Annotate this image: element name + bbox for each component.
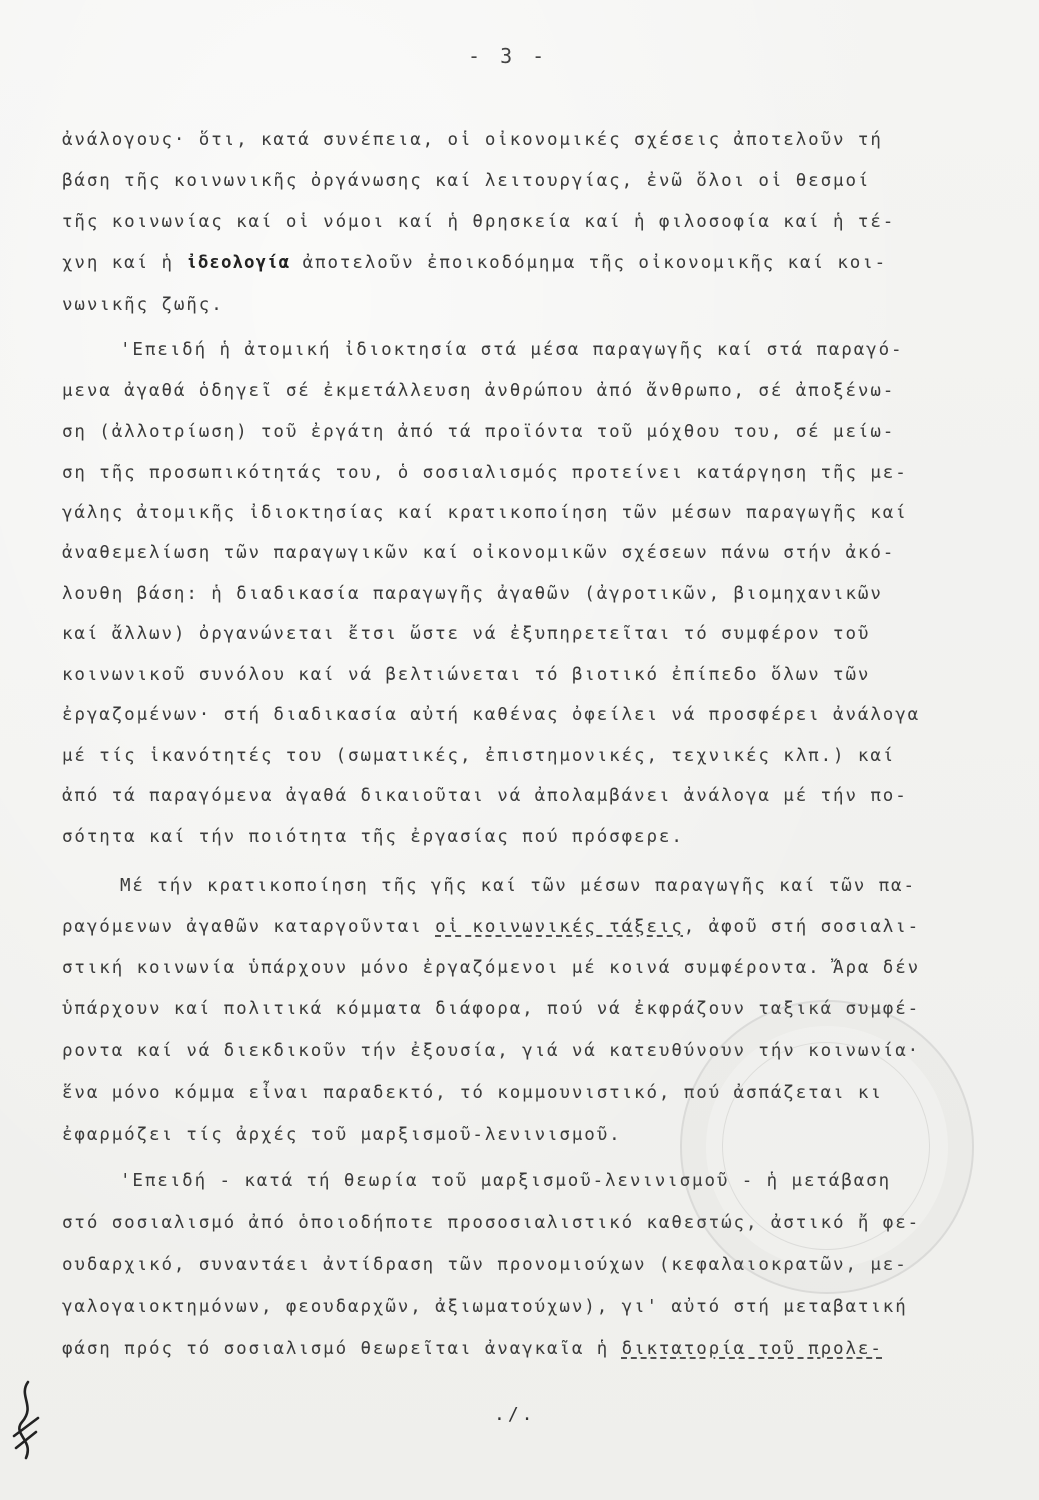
margin-handwritten-mark xyxy=(8,1378,44,1468)
text-line-3: τῆς κοινωνίας καί οἱ νόμοι καί ἡ θρησκεία καί ἡ φιλοσοφία καί ἡ τέ- xyxy=(62,212,896,232)
text-line-25: ἐφαρμόζει τίς ἀρχές τοῦ μαρξισμοῦ-λενινισμοῦ. xyxy=(62,1125,622,1145)
text-line-6: 'Επειδή ἡ ἀτομική ἰδιοκτησία στά μέσα παραγωγῆς καί στά παραγό- xyxy=(120,340,904,360)
text-line-5: νωνικῆς ζωῆς. xyxy=(62,295,224,315)
text-line-10: γάλης ἀτομικῆς ἰδιοκτησίας καί κρατικοποίηση τῶν μέσων παραγωγῆς καί xyxy=(62,503,908,523)
faded-stamp xyxy=(680,1000,974,1294)
line-4-rest: ἀποτελοῦν ἐποικοδόμημα τῆς οἰκονομικῆς καί κοι- xyxy=(302,253,888,273)
text-line-15: ἐργαζομένων· στή διαδικασία αὐτή καθένας ὀφείλει νά προσφέρει ἀνάλογα xyxy=(62,705,921,725)
text-line-24: ἕνα μόνο κόμμα εἶναι παραδεκτό, τό κομμουνιστικό, πού ἀσπάζεται κι xyxy=(62,1083,883,1103)
page-number: - 3 - xyxy=(468,44,549,68)
text-line-16: μέ τίς ἱκανότητές του (σωματικές, ἐπιστημονικές, τεχνικές κλπ.) καί xyxy=(62,746,896,766)
underlined-social-classes: οἱ κοινωνικές τάξεις xyxy=(435,917,684,937)
text-line-23: ροντα καί νά διεκδικοῦν τήν ἐξουσία, γιά νά κατευθύνουν τήν κοινωνία· xyxy=(62,1041,921,1061)
text-line-28: ουδαρχικό, συναντάει ἀντίδραση τῶν προνομιούχων (κεφαλαιοκρατῶν, με- xyxy=(62,1255,908,1275)
text-line-22: ὑπάρχουν καί πολιτικά κόμματα διάφορα, πού νά ἐκφράζουν ταξικά συμφέ- xyxy=(62,999,921,1019)
text-line-17: ἀπό τά παραγόμενα ἀγαθά δικαιοῦται νά ἀπολαμβάνει ἀνάλογα μέ τήν πο- xyxy=(62,786,908,806)
text-line-20 xyxy=(62,917,920,937)
line-4-prefix: χνη καί ἡ xyxy=(62,253,187,273)
faded-stamp-inner-ring xyxy=(722,1042,930,1250)
text-line-18: σότητα καί τήν ποιότητα τῆς ἐργασίας πού πρόσφερε. xyxy=(62,827,684,847)
text-line-12: λουθη βάση: ἡ διαδικασία παραγωγῆς ἀγαθῶν (ἀγροτικῶν, βιομηχανικῶν xyxy=(62,584,883,604)
bold-term-ideologia: ἰδεολογία xyxy=(186,253,291,273)
text-line-7: μενα ἀγαθά ὁδηγεῖ σέ ἐκμετάλλευση ἀνθρώπου ἀπό ἄνθρωπο, σέ ἀποξένω- xyxy=(62,381,896,401)
text-line-26: 'Επειδή - κατά τή θεωρία τοῦ μαρξισμοῦ-λενινισμοῦ - ἡ μετάβαση xyxy=(120,1171,892,1191)
text-line-27: στό σοσιαλισμό ἀπό ὁποιοδήποτε προσοσιαλιστικό καθεστώς, ἀστικό ἤ φε- xyxy=(62,1213,921,1233)
text-line-13: καί ἄλλων) ὀργανώνεται ἔτσι ὥστε νά ἐξυπηρετεῖται τό συμφέρον τοῦ xyxy=(62,624,871,644)
text-line-19: Μέ τήν κρατικοποίηση τῆς γῆς καί τῶν μέσων παραγωγῆς καί τῶν πα- xyxy=(120,876,916,896)
line-20-rest: , ἀφοῦ στή σοσιαλι- xyxy=(683,917,921,937)
line-30-prefix: φάση πρός τό σοσιαλισμό θεωρεῖται ἀναγκαῖα ἡ xyxy=(62,1339,622,1359)
text-line-11: ἀναθεμελίωση τῶν παραγωγικῶν καί οἰκονομικῶν σχέσεων πάνω στήν ἀκό- xyxy=(62,543,896,563)
text-line-21: στική κοινωνία ὑπάρχουν μόνο ἐργαζόμενοι μέ κοινά συμφέροντα. Ἄρα δέν xyxy=(62,958,921,978)
line-20-prefix: ραγόμενων ἀγαθῶν καταργοῦνται xyxy=(62,917,436,937)
continuation-mark: ./. xyxy=(494,1404,536,1425)
text-line-2: βάση τῆς κοινωνικῆς ὀργάνωσης καί λειτουργίας, ἐνῶ ὅλοι οἱ θεσμοί xyxy=(62,171,871,191)
text-line-29: γαλογαιοκτημόνων, φεουδαρχῶν, ἀξιωματούχων), γι' αὐτό στή μεταβατική xyxy=(62,1297,908,1317)
text-line-30 xyxy=(62,1339,883,1359)
text-line-8: ση (ἀλλοτρίωση) τοῦ ἐργάτη ἀπό τά προϊόντα τοῦ μόχθου του, σέ μείω- xyxy=(62,422,896,442)
text-line-1: ἀνάλογους· ὅτι, κατά συνέπεια, οἱ οἰκονομικές σχέσεις ἀποτελοῦν τή xyxy=(62,130,883,150)
underlined-dictatorship: δικτατορία τοῦ προλε- xyxy=(621,1339,883,1359)
text-line-4 xyxy=(62,253,887,273)
text-line-9: ση τῆς προσωπικότητάς του, ὁ σοσιαλισμός προτείνει κατάργηση τῆς με- xyxy=(62,463,908,483)
text-line-14: κοινωνικοῦ συνόλου καί νά βελτιώνεται τό βιοτικό ἐπίπεδο ὅλων τῶν xyxy=(62,665,871,685)
